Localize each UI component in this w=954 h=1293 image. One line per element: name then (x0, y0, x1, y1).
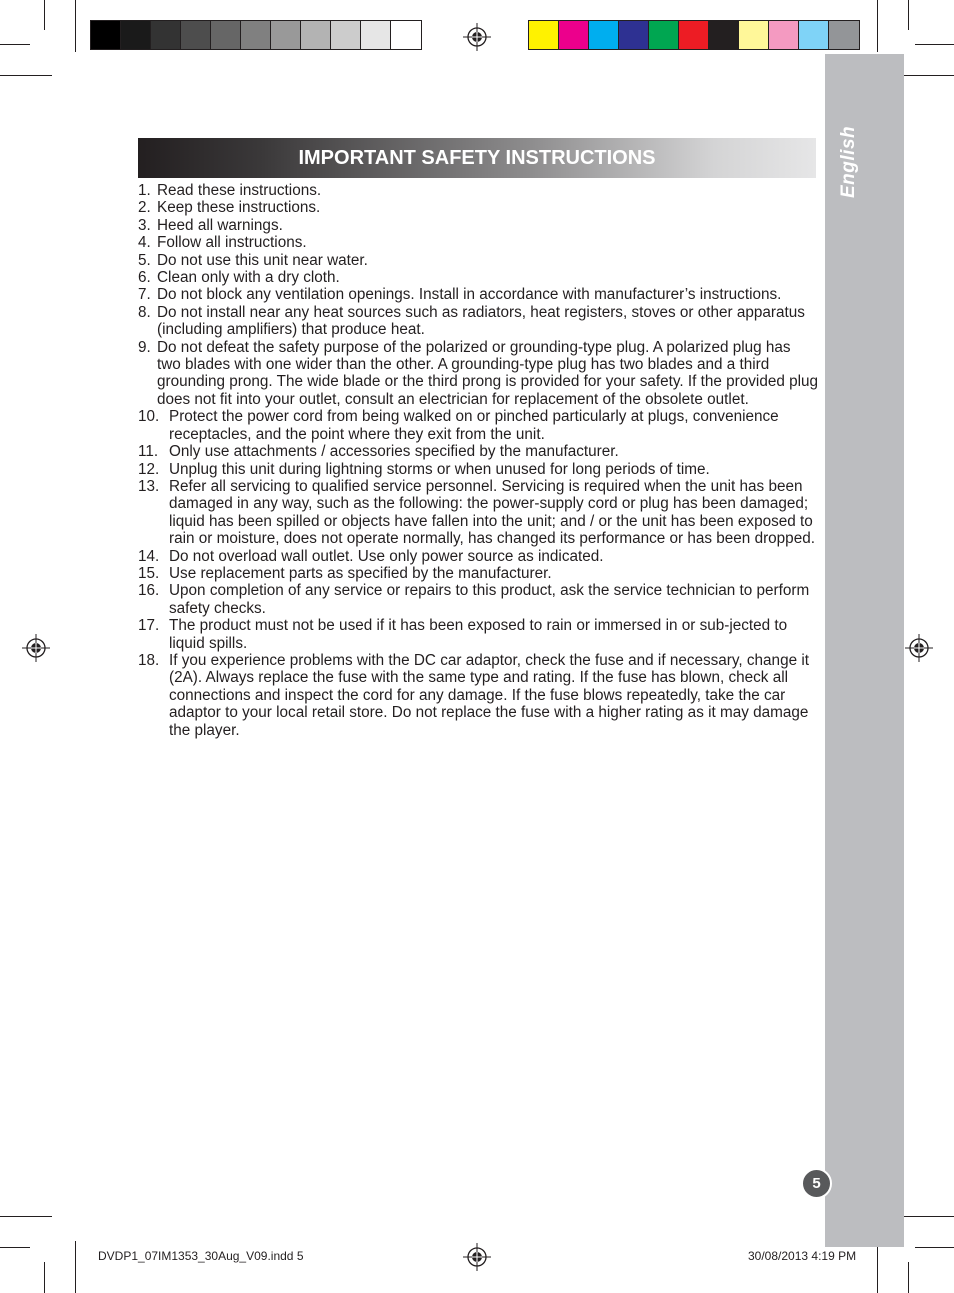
crop-mark (0, 75, 52, 76)
grayscale-swatch (301, 21, 331, 49)
list-item-number: 13. (138, 477, 160, 495)
grayscale-swatch (241, 21, 271, 49)
process-color-swatch (769, 21, 799, 49)
list-item (138, 199, 818, 216)
list-item-number: 4. (138, 234, 151, 252)
list-item (138, 443, 818, 460)
list-item-text: Protect the power cord from being walked on or pinched particularly at plugs, convenience receptacles, and the point where they exit from the unit. (169, 408, 779, 443)
list-item-text: Do not overload wall outlet. Use only power source as indicated. (169, 547, 604, 565)
footer-file-name: DVDP1_07IM1353_30Aug_V09.indd 5 (98, 1249, 304, 1263)
list-item-text: The product must not be used if it has been exposed to rain or immersed in or sub-jected to liquid spills. (169, 617, 788, 652)
list-item-number: 18. (138, 651, 160, 669)
crop-mark (908, 0, 909, 30)
grayscale-swatch (391, 21, 421, 49)
list-item (138, 461, 818, 478)
list-item-number: 9. (138, 338, 151, 356)
crop-mark (75, 0, 76, 52)
registration-mark-icon (22, 634, 50, 662)
list-item (138, 565, 818, 582)
list-item-text: Clean only with a dry cloth. (157, 269, 340, 287)
process-color-swatch (619, 21, 649, 49)
list-item-text: Follow all instructions. (157, 234, 307, 252)
registration-mark-icon (905, 634, 933, 662)
list-item (138, 304, 818, 339)
crop-mark (904, 75, 954, 76)
crop-mark (915, 1247, 954, 1248)
list-item-text: Do not block any ventilation openings. Install in accordance with manufacturer’s instructions. (157, 286, 782, 304)
list-item (138, 252, 818, 269)
list-item (138, 286, 818, 303)
process-color-swatch (559, 21, 589, 49)
list-item (138, 617, 818, 652)
list-item-text: Do not use this unit near water. (157, 251, 368, 269)
list-item-number: 3. (138, 216, 151, 234)
list-item-text: Keep these instructions. (157, 199, 321, 217)
registration-mark-icon (463, 1243, 491, 1271)
list-item-text: Only use attachments / accessories specified by the manufacturer. (169, 443, 619, 461)
list-item-text: Use replacement parts as specified by the manufacturer. (169, 564, 552, 582)
list-item-text: Read these instructions. (157, 182, 322, 199)
list-item-number: 17. (138, 617, 160, 635)
grayscale-swatch (361, 21, 391, 49)
list-item-text: Heed all warnings. (157, 216, 283, 234)
list-item (138, 269, 818, 286)
grayscale-swatch (211, 21, 241, 49)
process-color-swatch (829, 21, 859, 49)
crop-mark (75, 1241, 76, 1293)
footer-timestamp: 30/08/2013 4:19 PM (748, 1249, 857, 1263)
grayscale-swatch (331, 21, 361, 49)
grayscale-swatch (151, 21, 181, 49)
list-item (138, 217, 818, 234)
list-item-number: 5. (138, 251, 151, 269)
list-item-number: 15. (138, 564, 160, 582)
list-item-text: Refer all servicing to qualified service personnel. Servicing is required when the unit has been damaged in any way, such as the following: the power-supply cord or plug has been damaged; liquid has been spilled or objects have fallen into the unit; and / or the unit has been exposed to rain or moisture, does not operate normally, has changed its performance or has been dropped. (169, 477, 815, 548)
language-side-tab (825, 54, 904, 1247)
grayscale-color-bar (90, 20, 422, 50)
page-number-badge: 5 (801, 1168, 832, 1199)
list-item-text: Unplug this unit during lightning storms or when unused for long periods of time. (169, 460, 710, 478)
list-item-number: 10. (138, 408, 160, 426)
list-item-text: Upon completion of any service or repairs to this product, ask the service technician to perform safety checks. (169, 582, 810, 617)
process-color-swatch (739, 21, 769, 49)
grayscale-swatch (271, 21, 301, 49)
crop-mark (0, 44, 30, 45)
list-item (138, 234, 818, 251)
crop-mark (915, 44, 954, 45)
process-color-bar (528, 20, 860, 50)
list-item-number: 7. (138, 286, 151, 304)
list-item-number: 14. (138, 547, 160, 565)
list-item (138, 339, 818, 409)
crop-mark (904, 1216, 954, 1217)
list-item (138, 478, 818, 548)
language-label: English (838, 125, 859, 198)
crop-mark (0, 1216, 52, 1217)
list-item (138, 408, 818, 443)
list-item-number: 6. (138, 269, 151, 287)
list-item-number: 12. (138, 460, 160, 478)
process-color-swatch (529, 21, 559, 49)
process-color-swatch (709, 21, 739, 49)
list-item (138, 582, 818, 617)
crop-mark (44, 0, 45, 30)
list-item-text: Do not install near any heat sources such as radiators, heat registers, stoves or other apparatus (including amplifiers) that produce heat. (157, 303, 805, 339)
list-item (138, 548, 818, 565)
crop-mark (44, 1262, 45, 1293)
grayscale-swatch (121, 21, 151, 49)
process-color-swatch (679, 21, 709, 49)
list-item-number: 8. (138, 303, 151, 321)
safety-instructions-list (138, 182, 818, 739)
crop-mark (877, 0, 878, 52)
crop-mark (0, 1247, 30, 1248)
list-item (138, 182, 818, 199)
list-item-number: 16. (138, 582, 160, 600)
list-item-text: If you experience problems with the DC car adaptor, check the fuse and if necessary, change it (2A). Always replace the fuse with the same type and rating. If the fuse has blown, check all connections and inspect the cord for any damage. If the fuse blows repeatedly, take the car adaptor to your local retail store. Do not replace the fuse with a higher rating as it may damage the player. (169, 651, 809, 739)
section-header: IMPORTANT SAFETY INSTRUCTIONS (138, 138, 816, 178)
process-color-swatch (649, 21, 679, 49)
grayscale-swatch (91, 21, 121, 49)
process-color-swatch (799, 21, 829, 49)
list-item-number: 11. (138, 443, 159, 461)
crop-mark (877, 1241, 878, 1293)
crop-mark (908, 1262, 909, 1293)
grayscale-swatch (181, 21, 211, 49)
list-item-number: 1. (138, 182, 151, 199)
list-item-text: Do not defeat the safety purpose of the polarized or grounding-type plug. A polarized plug has two blades with one wider than the other. A grounding-type plug has two blades and a third grounding prong. The wide blade or the third prong is provided for your safety. If the provided plug does not fit into your outlet, consult an electrician for replacement of the obsolete outlet. (157, 338, 819, 408)
registration-mark-icon (463, 23, 491, 51)
process-color-swatch (589, 21, 619, 49)
list-item (138, 652, 818, 739)
list-item-number: 2. (138, 199, 151, 217)
